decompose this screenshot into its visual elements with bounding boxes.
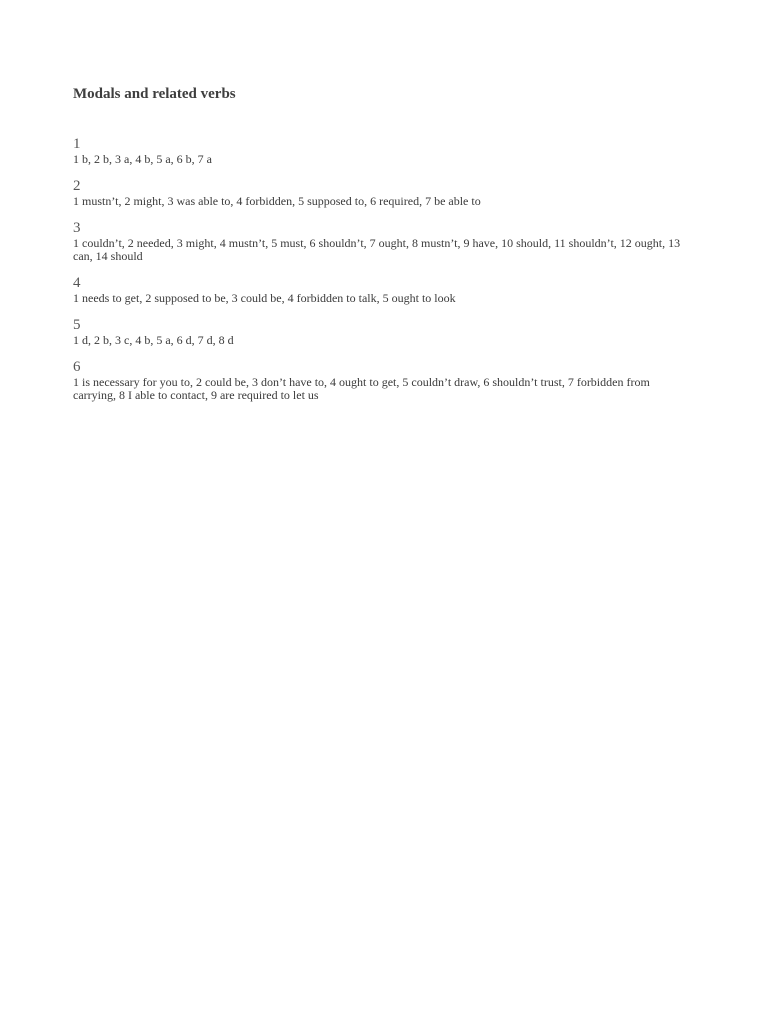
section-answers: 1 is necessary for you to, 2 could be, 3 don’t have to, 4 ought to get, 5 couldn’t draw, 6 shouldn’t trust, 7 forbidden from carrying, 8 I able to contact, 9 are required to let us [73, 375, 650, 402]
section-number: 4 [73, 275, 81, 291]
section-number: 5 [73, 317, 81, 333]
page-title: Modals and related verbs [73, 86, 236, 102]
answer-section [73, 360, 693, 402]
answer-section [73, 276, 693, 305]
section-number: 2 [73, 178, 81, 194]
section-number: 3 [73, 220, 81, 236]
answer-section [73, 221, 693, 263]
section-number: 1 [73, 136, 81, 152]
answer-section [73, 179, 693, 208]
section-answers: 1 couldn’t, 2 needed, 3 might, 4 mustn’t, 5 must, 6 shouldn’t, 7 ought, 8 mustn’t, 9 have, 10 should, 11 shouldn’t, 12 ought, 13 can, 14 should [73, 236, 681, 263]
answer-sections [73, 137, 693, 415]
section-answers: 1 needs to get, 2 supposed to be, 3 could be, 4 forbidden to talk, 5 ought to look [73, 291, 456, 305]
section-number: 6 [73, 359, 81, 375]
section-answers: 1 mustn’t, 2 might, 3 was able to, 4 forbidden, 5 supposed to, 6 required, 7 be able to [73, 194, 481, 208]
answer-section [73, 137, 693, 166]
section-answers: 1 d, 2 b, 3 c, 4 b, 5 a, 6 d, 7 d, 8 d [73, 333, 234, 347]
answer-section [73, 318, 693, 347]
section-answers: 1 b, 2 b, 3 a, 4 b, 5 a, 6 b, 7 a [73, 152, 212, 166]
